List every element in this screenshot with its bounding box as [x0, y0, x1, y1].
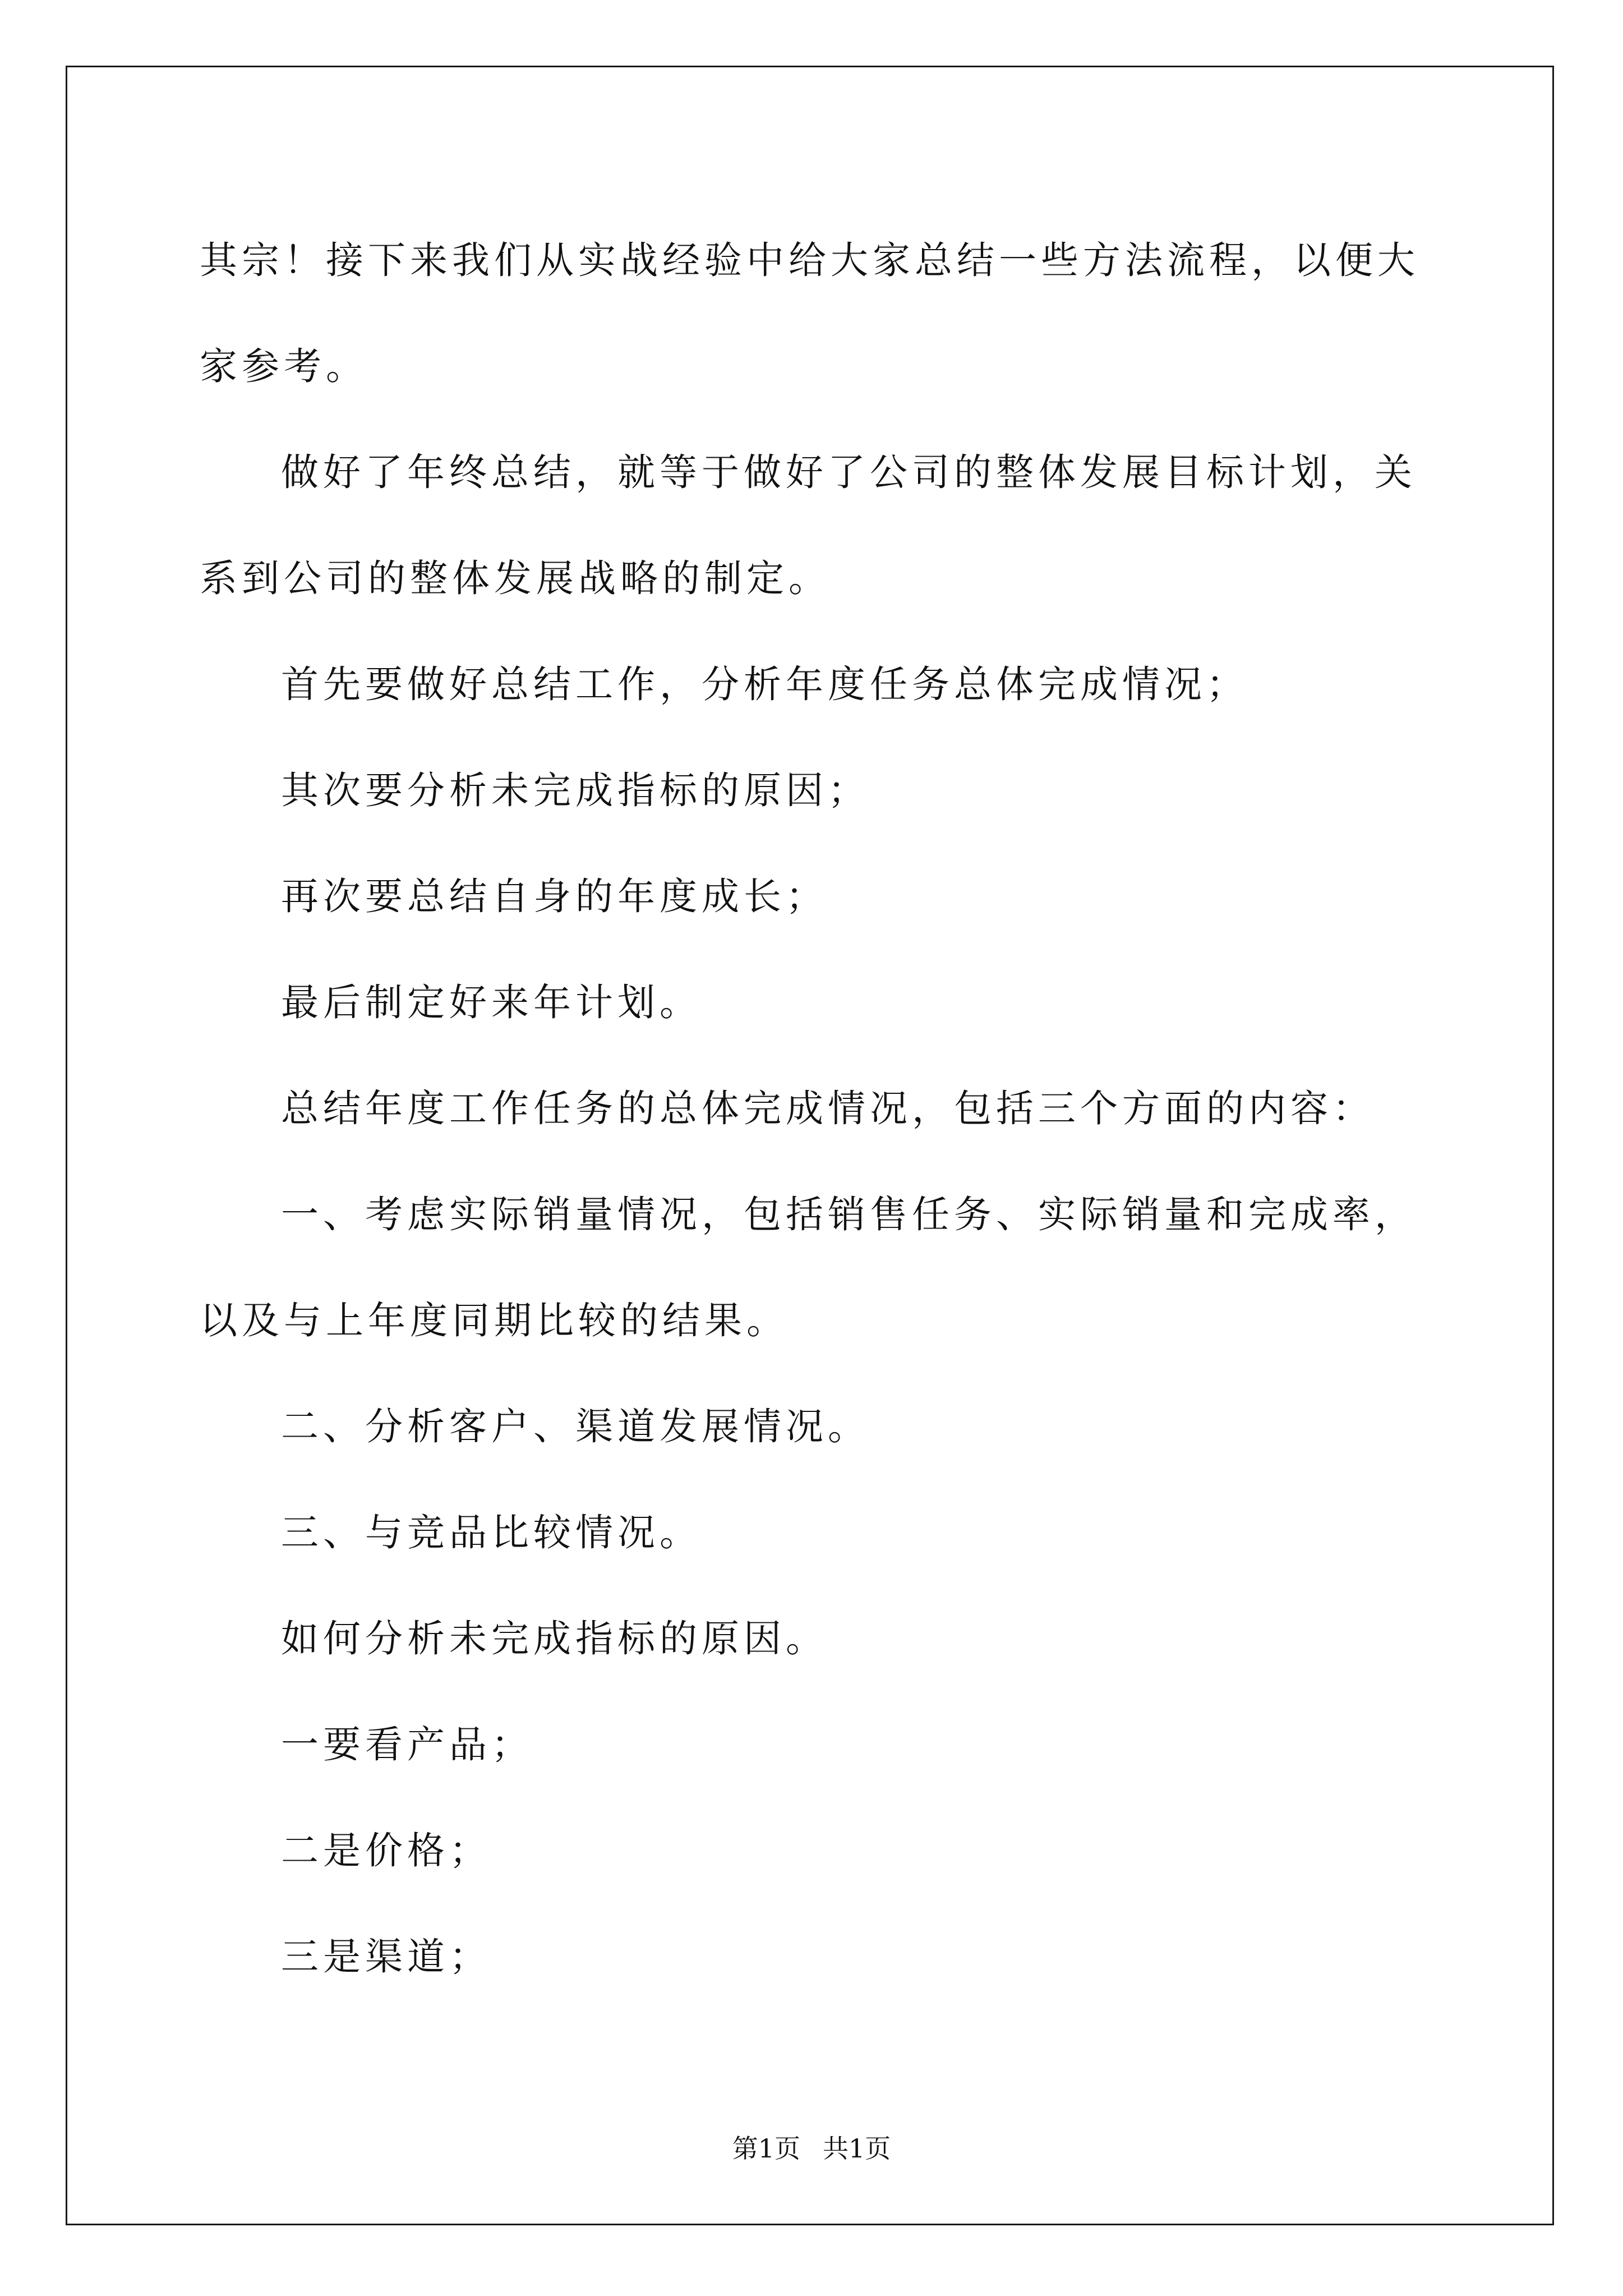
- page-number: 第1页: [732, 2133, 800, 2164]
- paragraph: 一、考虑实际销量情况，包括销售任务、实际销量和完成率，以及与上年度同期比较的结果。: [200, 1193, 1417, 1342]
- paragraph: 二是价格；: [281, 1829, 491, 1872]
- paragraph: 二、分析客户、渠道发展情况。: [281, 1405, 870, 1448]
- paragraph: 其次要分析未完成指标的原因；: [281, 769, 870, 812]
- page-total: 共1页: [823, 2133, 891, 2164]
- paragraph: 最后制定好来年计划。: [281, 981, 702, 1024]
- paragraph: 总结年度工作任务的总体完成情况，包括三个方面的内容：: [281, 1087, 1375, 1130]
- paragraph: 如何分析未完成指标的原因。: [281, 1617, 828, 1660]
- paragraph: 三是渠道；: [281, 1935, 491, 1978]
- paragraph: 其宗！接下来我们从实战经验中给大家总结一些方法流程，以便大家参考。: [200, 238, 1419, 388]
- paragraph: 一要看产品；: [281, 1723, 533, 1766]
- page-footer: [0, 2132, 1623, 2165]
- paragraph: 做好了年终总结，就等于做好了公司的整体发展目标计划，关系到公司的整体发展战略的制定。: [200, 450, 1417, 600]
- paragraph: 首先要做好总结工作，分析年度任务总体完成情况；: [281, 662, 1248, 706]
- document-body: [200, 208, 1433, 2010]
- paragraph: 三、与竞品比较情况。: [281, 1511, 702, 1554]
- paragraph: 再次要总结自身的年度成长；: [281, 875, 828, 918]
